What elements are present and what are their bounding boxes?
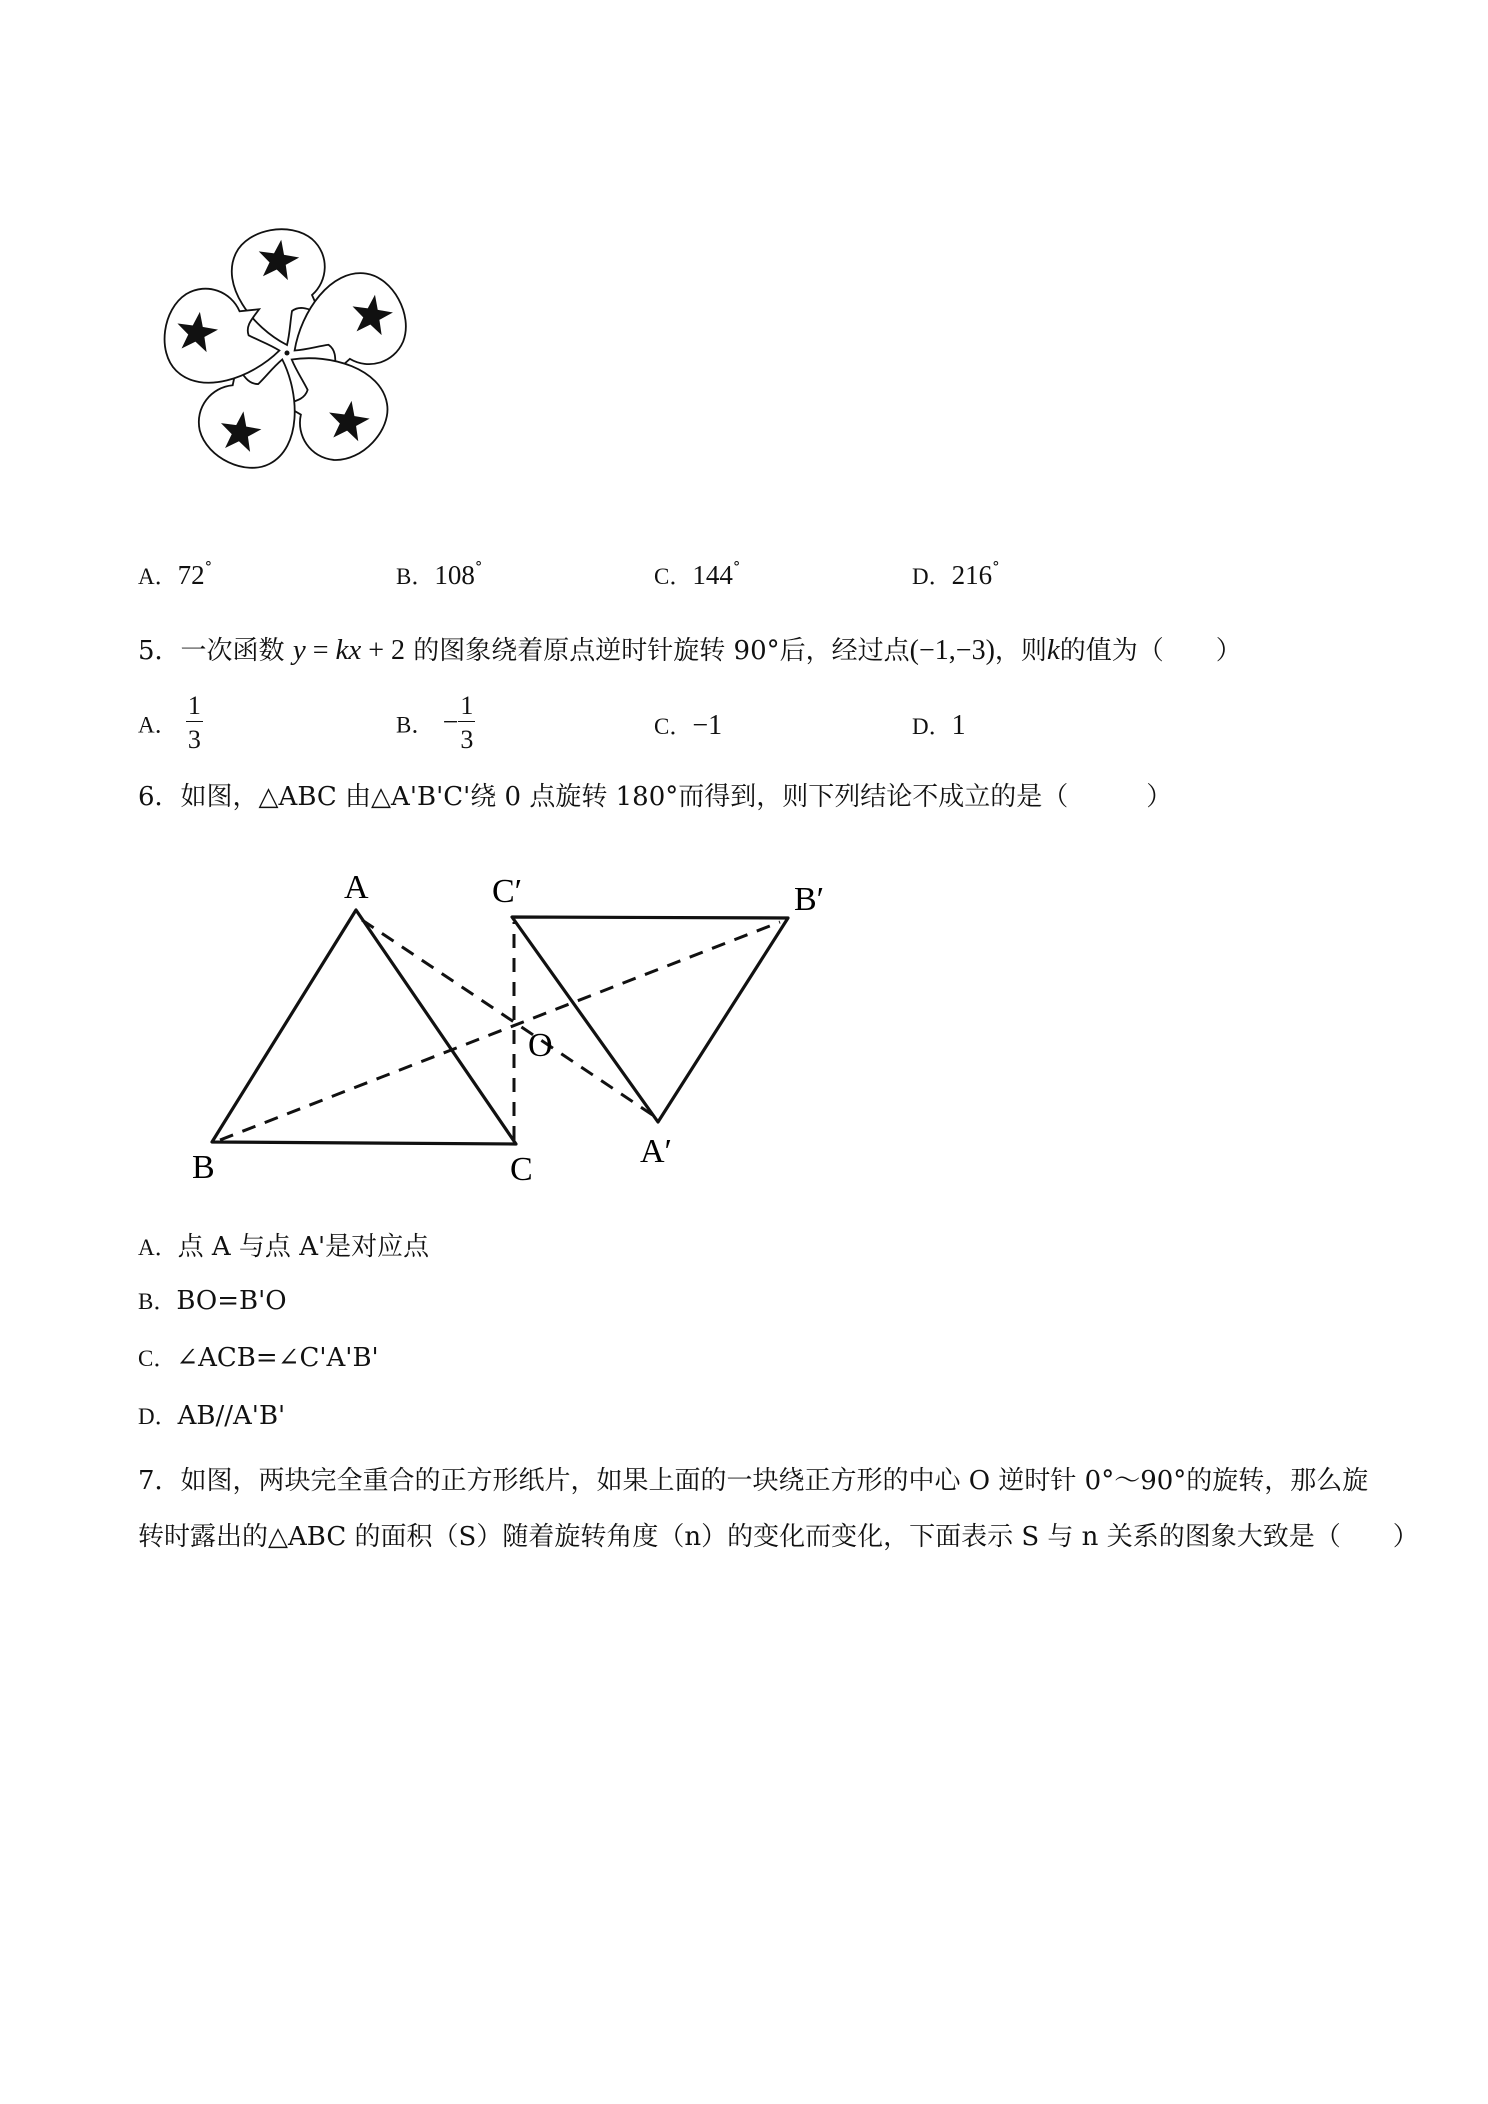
q5-option-b: B． − $\frac{1}{3}$ [396,691,474,755]
q5-stem: 5．一次函数 y = kx + 2 的图象绕着原点逆时针旋转 90°后，经过点(−1,−3)，则k的值为（ ） [138,634,1242,666]
label-b-prime: B′ [794,881,825,918]
bauhinia-flower-figure [140,215,450,505]
label-a: A [344,869,369,906]
rotation-triangles-figure [130,860,850,1190]
fraction: $\frac{1}{3}$ [460,691,474,755]
label-c-prime: C′ [492,873,523,910]
label-c: C [510,1151,533,1188]
dashed-a-a2 [362,920,654,1116]
q6-option-d: D．AB//A'B' [138,1401,286,1431]
q5-option-c: C．−1 [654,710,723,741]
q4-option-a: A．72° [138,558,213,590]
q6-stem: 6．如图，△ABC 由△A'B'C'绕 0 点旋转 180°而得到，则下列结论不成立的是（ ） [138,782,1173,812]
center-dot [285,351,290,356]
q4-option-b: B．108° [396,558,483,590]
q4-option-c: C．144° [654,558,741,590]
q5-option-a: A． $\frac{1}{3}$ [138,691,201,755]
q7-stem-line-1: 7．如图，两块完全重合的正方形纸片，如果上面的一块绕正方形的中心 O 逆时针 0°～90°的旋转，那么旋 [138,1466,1369,1496]
q6-option-c: C．∠ACB=∠C'A'B' [138,1343,379,1373]
label-a-prime: A′ [640,1133,672,1170]
q7-stem-line-2: 转时露出的△ABC 的面积（S）随着旋转角度（n）的变化而变化，下面表示 S 与 n 关系的图象大致是（ ） [138,1522,1419,1552]
label-o: O [528,1027,553,1064]
q5-option-d: D．1 [912,710,966,741]
label-b: B [192,1149,215,1186]
q6-option-a: A．点 A 与点 A'是对应点 [138,1232,430,1262]
q6-option-b: B．BO=B'O [138,1286,287,1316]
triangle-a2b2c2 [512,917,788,1122]
fraction: $\frac{1}{3}$ [187,691,201,755]
q4-option-d: D．216° [912,558,1000,590]
dashed-b-b2 [220,922,780,1140]
triangle-abc [212,910,516,1144]
